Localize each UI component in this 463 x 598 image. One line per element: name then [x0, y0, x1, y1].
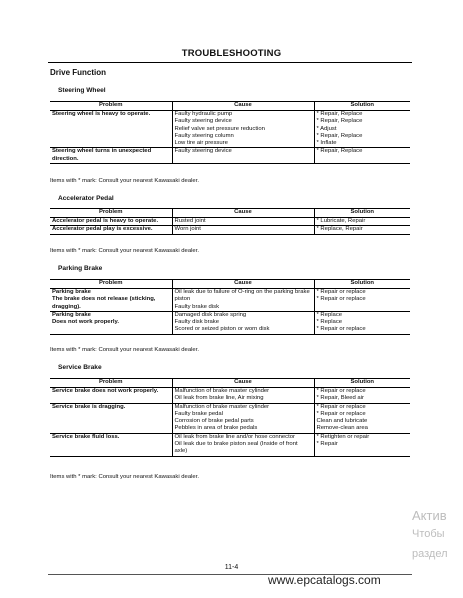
cause-line: Worn joint: [174, 226, 201, 233]
cause-line: Faulty steering device: [174, 118, 232, 125]
solution-line: * Replace, Repair: [316, 226, 363, 233]
cause-cell: [172, 403, 314, 433]
service-note: Items with * mark: Consult your nearest Kawasaki dealer.: [50, 474, 199, 480]
header-solution: Solution: [314, 209, 410, 218]
solution-line: * Repair or replace: [316, 296, 366, 303]
header-cause: Cause: [172, 209, 314, 218]
cause-line: Oil leak from brake line and/or hose connector: [174, 433, 295, 440]
solution-line: * Repair or replace: [316, 410, 366, 417]
watermark: www.epcatalogs.com: [268, 573, 381, 587]
service-table: [50, 378, 410, 457]
cause-line: Low tire air pressure: [174, 140, 228, 147]
header-solution: Solution: [314, 280, 410, 289]
solution-cell: [314, 218, 410, 226]
cause-line: Malfunction of brake master cylinder: [174, 388, 270, 394]
table-row: [50, 111, 410, 148]
problem-cell: Parking brake The brake does not release (sticking, dragging).: [50, 289, 172, 312]
solution-cell: [314, 403, 410, 433]
solution-line: * Repair or replace: [316, 403, 366, 410]
cause-cell: [172, 388, 314, 404]
solution-line: * Repair or replace: [316, 388, 366, 394]
cause-cell: [172, 111, 314, 148]
cause-line: Damaged disk brake spring: [174, 311, 247, 318]
solution-line: * Replace: [316, 311, 343, 318]
steering-note: Items with * mark: Consult your nearest Kawasaki dealer.: [50, 178, 199, 184]
cause-line: Faulty steering device: [174, 148, 232, 155]
cause-line: Rusted joint: [174, 218, 206, 224]
header-solution: Solution: [314, 102, 410, 111]
parking-subtitle: Parking Brake: [58, 265, 103, 272]
cause-line: Oil leak due to brake piston seal (Inside of front axle): [174, 441, 298, 455]
table-row: [50, 289, 410, 312]
cause-line: Oil leak from brake line, Air mixing: [174, 395, 264, 402]
solution-line: * Repair, Replace: [316, 148, 363, 155]
problem-cell: Accelerator pedal is heavy to operate.: [50, 218, 172, 226]
solution-line: * Repair or replace: [316, 326, 366, 333]
header-problem: Problem: [50, 280, 172, 289]
cause-cell: [172, 289, 314, 312]
problem-cell: Service brake is dragging.: [50, 403, 172, 433]
problem-cell: Accelerator pedal play is excessive.: [50, 226, 172, 234]
header-cause: Cause: [172, 102, 314, 111]
cause-line: Faulty steering column: [174, 132, 234, 139]
header-cause: Cause: [172, 379, 314, 388]
solution-cell: [314, 226, 410, 234]
table-row: [50, 218, 410, 226]
header-problem: Problem: [50, 379, 172, 388]
solution-line: Clean and lubricate: [316, 418, 368, 425]
table-row: [50, 403, 410, 433]
solution-line: * Repair, Replace: [316, 132, 363, 139]
cause-line: Corrosion of brake pedal parts: [174, 418, 254, 425]
section-title: Drive Function: [50, 68, 107, 77]
activation-overlay-line1: Актив: [412, 508, 447, 523]
header-solution: Solution: [314, 379, 410, 388]
cause-line: Scored or seized piston or worn disk: [174, 326, 270, 333]
accelerator-table: [50, 208, 410, 235]
problem-cell: Steering wheel turns in unexpected direction.: [50, 148, 172, 164]
solution-cell: [314, 289, 410, 312]
problem-cell: Steering wheel is heavy to operate.: [50, 111, 172, 148]
solution-cell: [314, 311, 410, 334]
title-rule: [48, 62, 412, 63]
table-row: [50, 148, 410, 164]
steering-subtitle: Steering Wheel: [58, 87, 106, 94]
cause-line: Faulty hydraulic pump: [174, 111, 233, 117]
cause-cell: [172, 148, 314, 164]
table-row: [50, 226, 410, 234]
solution-line: * Repair: [316, 441, 338, 448]
cause-line: Pebbles in area of brake pedals: [174, 425, 258, 432]
solution-line: * Adjust: [316, 125, 337, 132]
problem-cell: Service brake fluid loss.: [50, 433, 172, 456]
solution-line: * Repair, Bleed air: [316, 395, 364, 402]
solution-line: * Lubricate, Repair: [316, 218, 366, 224]
cause-cell: [172, 218, 314, 226]
parking-table: [50, 279, 410, 335]
solution-line: * Retighten or repair: [316, 433, 370, 440]
cause-line: Oil leak due to failure of O-ring on the parking brake piston: [174, 289, 310, 303]
accelerator-subtitle: Accelerator Pedal: [58, 195, 114, 202]
header-cause: Cause: [172, 280, 314, 289]
problem-cell: Service brake does not work properly.: [50, 388, 172, 404]
header-problem: Problem: [50, 209, 172, 218]
solution-cell: [314, 433, 410, 456]
solution-line: * Repair, Replace: [316, 118, 363, 125]
steering-table: [50, 101, 410, 164]
table-row: [50, 433, 410, 456]
activation-overlay-line3: раздел: [412, 548, 448, 560]
cause-line: Relief valve set pressure reduction: [174, 125, 265, 132]
table-row: [50, 311, 410, 334]
page-title: TROUBLESHOOTING: [181, 48, 282, 59]
solution-line: * Repair, Replace: [316, 111, 363, 117]
problem-cell: Parking brake Does not work properly.: [50, 311, 172, 334]
solution-line: * Repair or replace: [316, 289, 366, 295]
cause-cell: [172, 433, 314, 456]
solution-line: * Inflate: [316, 140, 337, 147]
cause-line: Malfunction of brake master cylinder: [174, 403, 270, 410]
solution-cell: [314, 148, 410, 164]
cause-line: Faulty disk brake: [174, 319, 220, 326]
solution-cell: [314, 111, 410, 148]
cause-cell: [172, 226, 314, 234]
activation-overlay-line2: Чтобы: [412, 528, 445, 540]
cause-line: Faulty brake pedal: [174, 410, 223, 417]
cause-line: Faulty brake disk: [174, 303, 220, 310]
table-row: [50, 388, 410, 404]
service-subtitle: Service Brake: [58, 364, 102, 371]
solution-line: Remove-clean area: [316, 425, 368, 432]
parking-note: Items with * mark: Consult your nearest Kawasaki dealer.: [50, 347, 199, 353]
solution-line: * Replace: [316, 319, 343, 326]
cause-cell: [172, 311, 314, 334]
header-problem: Problem: [50, 102, 172, 111]
page-number: 11-4: [224, 564, 239, 571]
solution-cell: [314, 388, 410, 404]
accelerator-note: Items with * mark: Consult your nearest Kawasaki dealer.: [50, 248, 199, 254]
